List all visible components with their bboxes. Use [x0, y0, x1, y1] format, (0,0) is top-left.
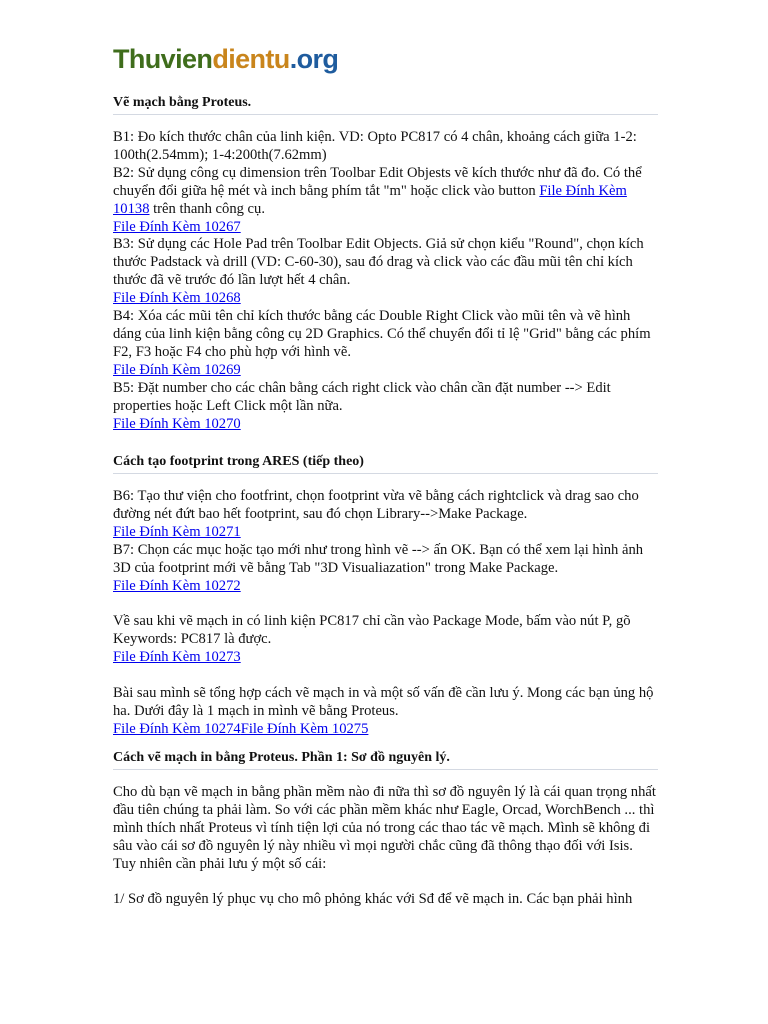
- paragraph-text: B2: Sử dụng công cụ dimension trên Toolbar Edit Objests vẽ kích thước như đã đo. Có thể chuyển đổi giữa hệ mét và inch bằng phím tắt "m" hoặc click vào button: [113, 164, 642, 199]
- paragraph-text: B6: Tạo thư viện cho footfrint, chọn footprint vừa vẽ bằng cách rightclick và drag sao cho đường nét đứt bao hết footprint, sau đó chọn Library-->Make Package.: [113, 488, 639, 522]
- paragraph: [113, 784, 658, 874]
- logo-part-2: dientu: [212, 44, 290, 74]
- attachment-line: [113, 721, 658, 739]
- attachment-link[interactable]: File Đính Kèm 10138: [113, 182, 627, 217]
- paragraph: [113, 891, 658, 909]
- paragraph: [113, 165, 658, 219]
- paragraph-text: B7: Chọn các mục hoặc tạo mới như trong hình vẽ --> ấn OK. Bạn có thể xem lại hình ảnh 3D của footprint mới vẽ bằng Tab "3D Visualiazation" trong Make Package.: [113, 541, 644, 576]
- article-section: [113, 749, 658, 909]
- attachment-line: [113, 649, 658, 667]
- attachment-link[interactable]: File Đính Kèm 10270: [113, 415, 241, 432]
- paragraph-text: Bài sau mình sẽ tổng hợp cách vẽ mạch in và một số vấn đề cần lưu ý. Mong các bạn ủng hộ ha. Dưới đây là 1 mạch in mình vẽ bằng Proteus.: [113, 684, 654, 719]
- attachment-link[interactable]: File Đính Kèm 10269: [113, 361, 241, 378]
- attachment-line: [113, 290, 658, 308]
- logo-part-3: .org: [289, 44, 339, 74]
- paragraph-text: Về sau khi vẽ mạch in có linh kiện PC817 chỉ cần vào Package Mode, bấm vào nút P, gõ Keywords: PC817 là được.: [113, 613, 631, 648]
- attachment-line: [113, 578, 658, 596]
- attachment-link[interactable]: File Đính Kèm 10271: [113, 523, 241, 540]
- paragraph: [113, 129, 658, 165]
- attachment-line: [113, 416, 658, 434]
- logo-part-1: Thuvien: [113, 44, 213, 74]
- paragraph-text: trên thanh công cụ.: [149, 200, 265, 217]
- paragraph-text: 1/ Sơ đồ nguyên lý phục vụ cho mô phỏng khác với Sđ để vẽ mạch in. Các bạn phải hình: [113, 891, 633, 908]
- paragraph-text: Cho dù bạn vẽ mạch in bằng phần mềm nào đi nữa thì sơ đồ nguyên lý là cái quan trọng nhất đầu tiên chúng ta phải làm. So với các phần mềm khác như Eagle, Orcad, WorchBench ... thì mình thích nhất Proteus vì tính tiện lợi của nó trong các thao tác vẽ mạch. Mình sẽ không đi sâu vào cái sơ đồ nguyên lý này nhiều vì mọi người chắc cũng đã thông thạo đối với Isis. Tuy nhiên cần phải lưu ý một số cái:: [113, 784, 656, 872]
- paragraph: [113, 308, 658, 362]
- attachment-link[interactable]: File Đính Kèm 10272: [113, 577, 241, 594]
- attachment-link[interactable]: File Đính Kèm 10275: [240, 720, 369, 737]
- article-section: [113, 453, 658, 739]
- paragraph: [113, 685, 658, 721]
- attachment-line: [113, 219, 658, 237]
- paragraph-text: B5: Đặt number cho các chân bằng cách right click vào chân cần đặt number --> Edit properties hoặc Left Click một lần nữa.: [113, 379, 611, 414]
- site-logo[interactable]: [113, 42, 338, 76]
- attachment-link[interactable]: File Đính Kèm 10267: [113, 218, 241, 235]
- attachment-link[interactable]: File Đính Kèm 10273: [113, 649, 241, 666]
- attachment-line: [113, 362, 658, 380]
- attachment-link[interactable]: File Đính Kèm 10268: [113, 290, 241, 307]
- section-heading: Cách tạo footprint trong ARES (tiếp theo): [113, 453, 658, 474]
- paragraph: [113, 380, 658, 416]
- paragraph: [113, 542, 658, 578]
- section-heading: Cách vẽ mạch in bằng Proteus. Phần 1: Sơ đồ nguyên lý.: [113, 749, 658, 770]
- paragraph: [113, 613, 658, 649]
- attachment-line: [113, 524, 658, 542]
- paragraph-text: B4: Xóa các mũi tên chỉ kích thước bằng các Double Right Click vào mũi tên và vẽ hình dáng của linh kiện bằng công cụ 2D Graphics. Có thể chuyển đổi tỉ lệ "Grid" bằng các phím F2, F3 hoặc F4 cho phù hợp với hình vẽ.: [113, 308, 651, 360]
- paragraph: [113, 488, 658, 524]
- article-section: [113, 94, 658, 433]
- paragraph: [113, 236, 658, 290]
- paragraph-text: B1: Đo kích thước chân của linh kiện. VD: Opto PC817 có 4 chân, khoảng cách giữa 1-2: 100th(2.54mm); 1-4:200th(7.62mm): [113, 129, 637, 163]
- attachment-link[interactable]: File Đính Kèm 10274: [113, 720, 241, 737]
- paragraph-text: B3: Sử dụng các Hole Pad trên Toolbar Edit Objects. Giả sử chọn kiểu "Round", chọn kích thước Padstack và drill (VD: C-60-30), sau đó drag và click vào các đầu mũi tên chỉ kích thước đã vẽ trước đó lần lượt hết 4 chân.: [113, 236, 644, 289]
- section-heading: Vẽ mạch bằng Proteus.: [113, 94, 658, 115]
